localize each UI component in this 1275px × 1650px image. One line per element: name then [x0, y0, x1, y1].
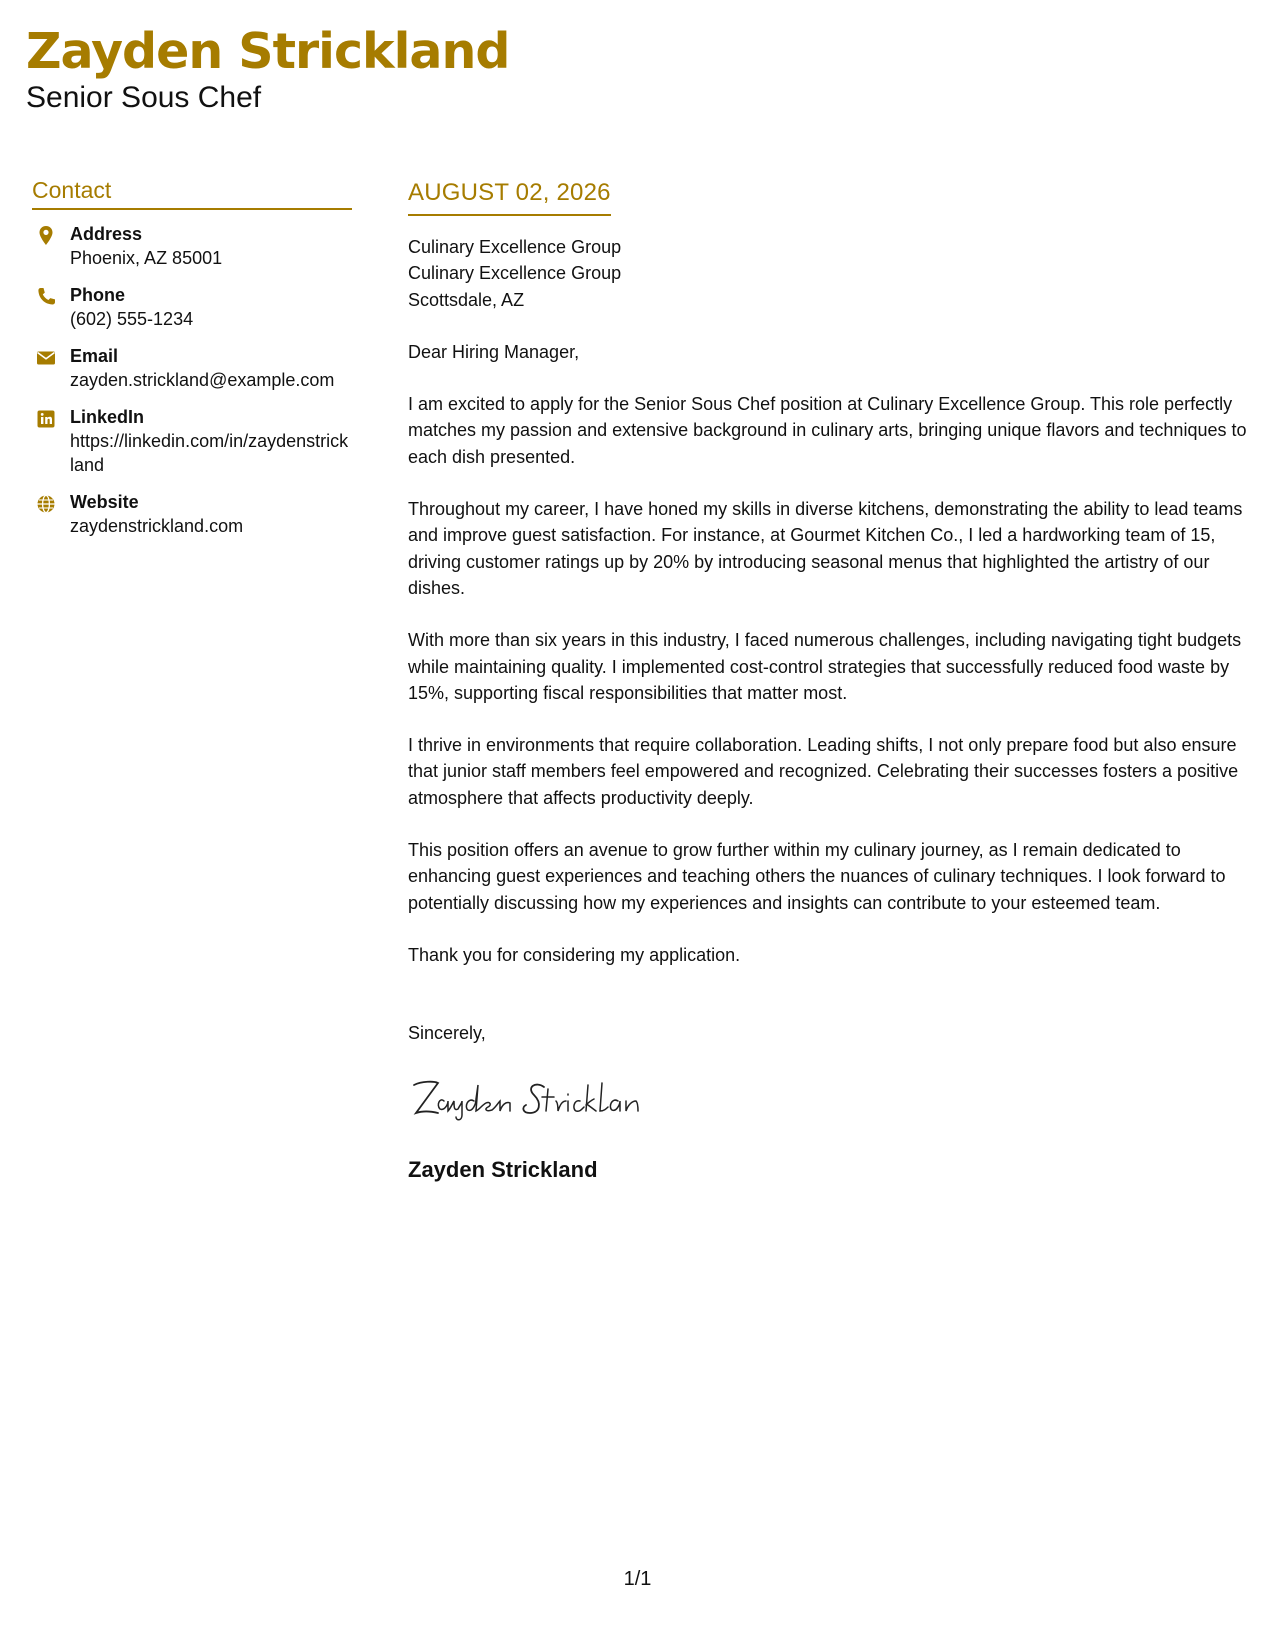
- website-label: Website: [70, 492, 139, 512]
- contact-item-email: [32, 344, 352, 392]
- contact-item-website: [32, 490, 352, 538]
- salutation: Dear Hiring Manager,: [408, 341, 580, 362]
- resume-header: [26, 22, 509, 116]
- signer-name: Zayden Strickland: [408, 1156, 598, 1182]
- contact-item-phone: [32, 283, 352, 331]
- phone-icon: [34, 285, 58, 309]
- recipient-line: Culinary Excellence Group: [408, 237, 622, 257]
- contact-list: [32, 222, 352, 538]
- applicant-title: Senior Sous Chef: [26, 81, 262, 114]
- letter-paragraph: This position offers an avenue to grow further within my culinary journey, as I remain dedicated to enhancing guest experiences and teaching others the nuances of culinary techniques. I look forward to potentially discussing how my experiences and insights can contribute to your esteemed team.: [408, 840, 1226, 913]
- letter-paragraph: With more than six years in this industry, I faced numerous challenges, including navigating tight budgets while maintaining quality. I implemented cost-control strategies that successfully reduced food waste by 15%, supporting fiscal responsibilities that matter most.: [408, 630, 1242, 703]
- letter-paragraph: Throughout my career, I have honed my skills in diverse kitchens, demonstrating the ability to lead teams and improve guest satisfaction. For instance, at Gourmet Kitchen Co., I led a hardworking team of 15, driving customer ratings up by 20% by introducing seasonal menus that highlighted the artistry of our dishes.: [408, 499, 1243, 598]
- applicant-name: Zayden Strickland: [26, 23, 510, 80]
- cover-letter-body: [408, 178, 1248, 1184]
- closing: Sincerely,: [408, 1023, 486, 1044]
- recipient-line: Culinary Excellence Group: [408, 263, 622, 284]
- globe-icon: [34, 492, 58, 516]
- map-marker-icon: [34, 224, 58, 248]
- phone-value: (602) 555-1234: [70, 309, 194, 329]
- handwritten-signature: [408, 1075, 668, 1123]
- email-value[interactable]: zayden.strickland@example.com: [70, 370, 335, 390]
- contact-item-linkedin: [32, 405, 352, 477]
- linkedin-icon: [34, 407, 58, 431]
- linkedin-label: LinkedIn: [70, 407, 145, 427]
- letter-paragraph: Thank you for considering my application.: [408, 944, 741, 965]
- page-number: 1/1: [623, 1568, 652, 1590]
- phone-label: Phone: [70, 285, 126, 305]
- linkedin-value[interactable]: https://linkedin.com/in/zaydenstrickland: [70, 431, 349, 475]
- contact-item-address: [32, 222, 352, 270]
- contact-sidebar: [32, 176, 352, 551]
- email-label: Email: [70, 346, 119, 366]
- letter-date: AUGUST 02, 2026: [408, 178, 611, 216]
- recipient-line: Scottsdale, AZ: [408, 289, 525, 310]
- letter-paragraph: I thrive in environments that require collaboration. Leading shifts, I not only prepare food but also ensure that junior staff members feel empowered and recognized. Celebrating their successes fosters a positive atmosphere that affects productivity deeply.: [408, 735, 1239, 808]
- envelope-icon: [34, 346, 58, 370]
- address-label: Address: [70, 224, 143, 244]
- website-value[interactable]: zaydenstrickland.com: [70, 516, 244, 536]
- letter-paragraph: I am excited to apply for the Senior Sous Chef position at Culinary Excellence Group. This role perfectly matches my passion and extensive background in culinary arts, bringing unique flavors and techniques to each dish presented.: [408, 394, 1247, 467]
- address-value: Phoenix, AZ 85001: [70, 248, 223, 268]
- contact-heading: Contact: [32, 176, 352, 210]
- recipient-block: [408, 234, 1248, 313]
